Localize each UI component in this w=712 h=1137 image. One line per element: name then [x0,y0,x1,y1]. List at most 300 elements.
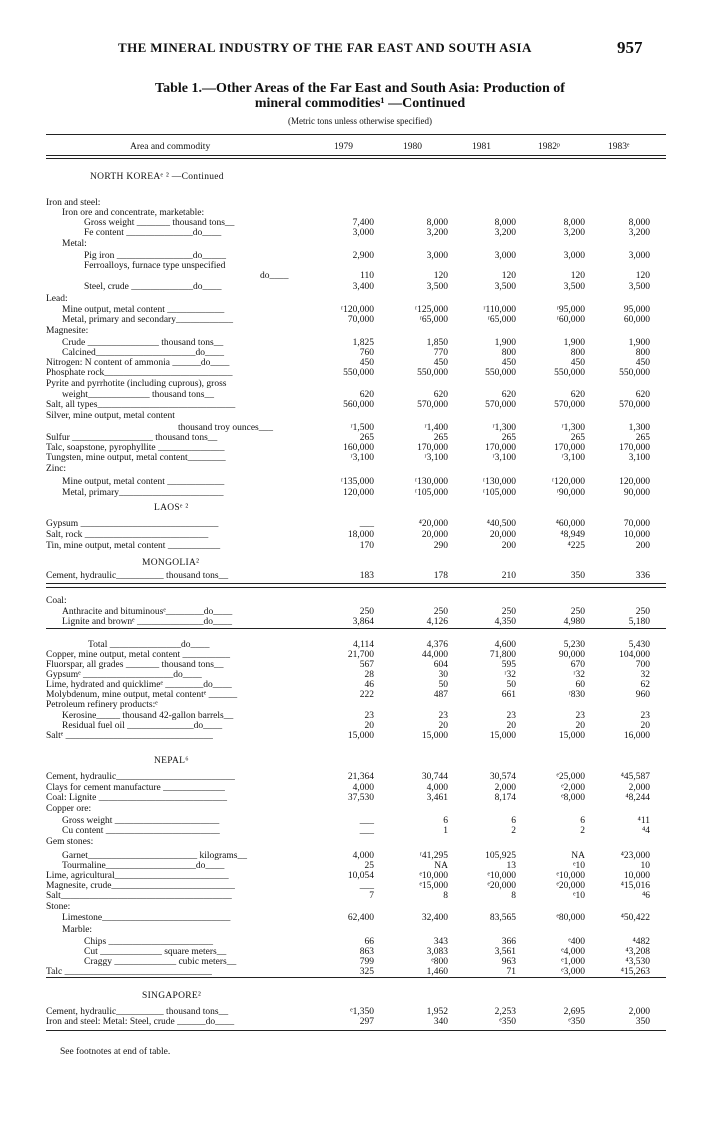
value-cell: 3,200 [494,228,516,238]
value-cell: 450 [501,358,516,368]
value-cell: 6 [511,816,516,826]
table-row [0,338,712,348]
value-cell: ʳ1,500 [350,423,374,433]
section-heading: MONGOLIA² [142,558,200,568]
table-row [0,453,712,463]
value-cell: ⁴8,949 [560,530,585,540]
value-cell: 62 [640,680,650,690]
value-cell: ʳ135,000 [341,477,374,487]
row-label: Gypsumᵉ ___________________do____ [46,670,202,680]
value-cell: 66 [364,937,374,947]
table-row [0,617,712,627]
value-cell: 560,000 [343,400,374,410]
table-row [0,433,712,443]
table-row [0,650,712,660]
value-cell: 20,000 [489,530,516,540]
table-row [0,947,712,957]
value-cell: 3,100 [628,453,650,463]
value-cell: 8,174 [494,793,516,803]
value-cell: 10,054 [347,871,374,881]
value-cell: ʳ3,100 [424,453,448,463]
value-cell: 23 [364,711,374,721]
value-cell: 450 [359,358,374,368]
value-cell: 1,900 [563,338,585,348]
value-cell: 37,530 [347,793,374,803]
value-cell: 20 [438,721,448,731]
value-cell: 604 [433,660,448,670]
value-cell: 250 [635,607,650,617]
row-label: Fe content ______________do____ [84,228,222,238]
value-cell: ᵉ800 [431,957,448,967]
value-cell: ʳ130,000 [415,477,448,487]
value-cell: 350 [635,1017,650,1027]
value-cell: 21,700 [347,650,374,660]
value-cell: ʳ120,000 [552,477,585,487]
value-cell: 170,000 [619,443,650,453]
value-cell: ʳ125,000 [415,305,448,315]
column-header-1981: 1981 [472,142,491,152]
value-cell: ⁴45,587 [620,772,650,782]
row-label: Copper, mine output, metal content __________ [46,650,231,660]
value-cell: 23 [506,711,516,721]
value-cell: 8 [443,891,448,901]
value-cell: 4,980 [563,617,585,627]
row-label: Limestone___________________________ [62,913,231,923]
row-label: Kerosine_____ thousand 42-gallon barrels__ [62,711,234,721]
value-cell: 8,000 [426,218,448,228]
table-row [0,571,712,581]
value-cell: 183 [359,571,374,581]
table-title-line-2: mineral commodities¹ —Continued [254,96,466,111]
value-cell: ___ [359,826,374,836]
value-cell: ʳ60,000 [556,315,585,325]
value-cell: ⁴3,530 [625,957,650,967]
value-cell: 265 [501,433,516,443]
value-cell: 71 [506,967,516,977]
table-row [0,680,712,690]
row-label: Petroleum refinery products:ᵉ [46,700,158,710]
table-row [0,783,712,793]
table-row [0,208,712,218]
table-row [0,305,712,315]
value-cell: 595 [501,660,516,670]
table-row [0,282,712,292]
value-cell: 7,400 [352,218,374,228]
table-rule [46,158,666,159]
value-cell: 550,000 [485,368,516,378]
row-label: Mine output, metal content ____________ [62,477,225,487]
value-cell: 1 [443,826,448,836]
table-row [0,607,712,617]
row-label: Iron and steel: Metal: Steel, crude ______do____ [46,1017,235,1027]
value-cell: ⁴225 [567,541,585,551]
table-row [0,348,712,358]
value-cell: 343 [433,937,448,947]
table-row [0,198,712,208]
row-label: Marble: [62,925,93,935]
table-row [0,358,712,368]
value-cell: 23 [438,711,448,721]
value-cell: 336 [635,571,650,581]
row-label: Steel, crude _____________do____ [84,282,222,292]
value-cell: 46 [364,680,374,690]
row-label: Gross weight _______ thousand tons__ [84,218,235,228]
value-cell: 20 [575,721,585,731]
row-label: Pyrite and pyrrhotite (including cuprous), gross [46,379,227,389]
value-cell: 71,800 [489,650,516,660]
section-heading: SINGAPORE² [142,991,202,1001]
value-cell: ⁴50,422 [620,913,650,923]
value-cell: 4,000 [352,851,374,861]
value-cell: ʳ32 [573,670,585,680]
table-row [0,851,712,861]
value-cell: 800 [570,348,585,358]
value-cell: 15,000 [558,731,585,741]
value-cell: ___ [359,816,374,826]
value-cell: 1,825 [352,338,374,348]
value-cell: 50 [438,680,448,690]
table-row [0,670,712,680]
value-cell: ᵉ10,000 [419,871,448,881]
value-cell: 3,500 [628,282,650,292]
table-row [0,218,712,228]
row-label: Nitrogen: N content of ammonia ______do____ [46,358,230,368]
value-cell: 13 [506,861,516,871]
value-cell: 550,000 [343,368,374,378]
value-cell: ᵉ20,000 [487,881,516,891]
row-label: Talc, soapstone, pyrophyllite ______________ [46,443,225,453]
table-rule [46,583,666,584]
value-cell: 770 [433,348,448,358]
value-cell: 210 [501,571,516,581]
value-cell: ʳ105,000 [415,488,448,498]
table-row [0,326,712,336]
value-cell: 120 [433,271,448,281]
table-title-line-1: Table 1.—Other Areas of the Far East and South Asia: Production of [155,81,565,96]
value-cell: 450 [635,358,650,368]
value-cell: ʳ105,000 [483,488,516,498]
value-cell: 30,744 [421,772,448,782]
section-heading: LAOSᵉ ² [154,503,189,513]
value-cell: 1,460 [426,967,448,977]
value-cell: 20 [506,721,516,731]
table-row [0,228,712,238]
value-cell: 62,400 [347,913,374,923]
value-cell: 799 [359,957,374,967]
table-row [0,261,712,271]
value-cell: 3,864 [352,617,374,627]
value-cell: 110 [360,271,374,281]
value-cell: ʳ3,100 [350,453,374,463]
section-heading: NEPAL⁶ [154,756,189,766]
value-cell: 8,000 [628,218,650,228]
table-row [0,891,712,901]
table-row [0,294,712,304]
row-label: Cement, hydraulic__________ thousand tons__ [46,571,229,581]
value-cell: 250 [433,607,448,617]
value-cell: 4,600 [494,640,516,650]
row-label: Tungsten, mine output, metal content________ [46,453,226,463]
table-row [0,871,712,881]
row-label: Garnet_______________________ kilograms__ [62,851,247,861]
value-cell: 60 [575,680,585,690]
table-row [0,541,712,551]
value-cell: ᵉ10 [573,891,585,901]
row-label: Magnesite: [46,326,89,336]
table-row [0,1007,712,1017]
value-cell: ᵉ350 [568,1017,585,1027]
value-cell: 760 [359,348,374,358]
value-cell: 250 [359,607,374,617]
row-label: Lignite and brownᵉ ______________do____ [62,617,232,627]
footnote-reference: See footnotes at end of table. [60,1047,171,1057]
table-row [0,967,712,977]
value-cell: 3,500 [563,282,585,292]
value-cell: 170,000 [485,443,516,453]
value-cell: ᵉ2,000 [561,783,585,793]
value-cell: 120 [570,271,585,281]
value-cell: 265 [359,433,374,443]
value-cell: 265 [433,433,448,443]
value-cell: 620 [501,390,516,400]
value-cell: 350 [570,571,585,581]
row-label: Metal, primary and secondary____________ [62,315,233,325]
value-cell: 15,000 [347,731,374,741]
value-cell: ᵉ400 [568,937,585,947]
row-label: Mine output, metal content ____________ [62,305,225,315]
table-row [0,925,712,935]
value-cell: 28 [364,670,374,680]
row-label: Cement, hydraulic__________ thousand tons__ [46,1007,229,1017]
value-cell: ᵉ20,000 [556,881,585,891]
value-cell: 661 [501,690,516,700]
value-cell: 620 [359,390,374,400]
column-header-1983: 1983ᵉ [608,142,630,152]
value-cell: 265 [635,433,650,443]
value-cell: 18,000 [347,530,374,540]
value-cell: 1,900 [628,338,650,348]
value-cell: 620 [433,390,448,400]
table-row [0,690,712,700]
table-row [0,411,712,421]
value-cell: 16,000 [623,731,650,741]
value-cell: 3,200 [563,228,585,238]
running-title: THE MINERAL INDUSTRY OF THE FAR EAST AND SOUTH ASIA [118,40,532,55]
value-cell: 297 [359,1017,374,1027]
value-cell: 44,000 [421,650,448,660]
row-label: Ferroalloys, furnace type unspecified [84,261,226,271]
value-cell: 3,500 [426,282,448,292]
row-label: Salt____________________________________ [46,891,232,901]
table-row [0,837,712,847]
value-cell: 567 [359,660,374,670]
value-cell: ⁴15,016 [620,881,650,891]
value-cell: 2,000 [494,783,516,793]
value-cell: 700 [635,660,650,670]
value-cell: 863 [359,947,374,957]
row-label: Gem stones: [46,837,94,847]
value-cell: ᵉ80,000 [556,913,585,923]
value-cell: ʳ41,295 [419,851,448,861]
row-label: Coal: Lignite ___________________________ [46,793,228,803]
row-label: Zinc: [46,464,67,474]
value-cell: 20 [364,721,374,731]
table-row [0,390,712,400]
table-row [0,793,712,803]
value-cell: 1,900 [494,338,516,348]
value-cell: 8,000 [563,218,585,228]
value-cell: 10 [640,861,650,871]
value-cell: 5,230 [563,640,585,650]
value-cell: 95,000 [623,305,650,315]
value-cell: 450 [433,358,448,368]
value-cell: 20,000 [421,530,448,540]
value-cell: 3,400 [352,282,374,292]
value-cell: 3,000 [494,251,516,261]
value-cell: 8,000 [494,218,516,228]
row-label: Phosphate rock___________________________ [46,368,233,378]
row-label: Magnesite, crude__________________________ [46,881,235,891]
row-label: Anthracite and bituminousᵉ________do____ [62,607,233,617]
value-cell: ___ [359,881,374,891]
table-row [0,937,712,947]
value-cell: ʳ65,000 [419,315,448,325]
value-cell: 2,000 [628,783,650,793]
row-label: Metal: [62,239,87,249]
table-rule [46,628,666,629]
value-cell: ᵉ1,350 [350,1007,374,1017]
value-cell: ᵉ15,000 [419,881,448,891]
value-cell: ⁴3,208 [625,947,650,957]
row-label: Gross weight ______________________ [62,816,220,826]
value-cell: 10,000 [623,871,650,881]
row-label: Gypsum _____________________________ [46,519,219,529]
table-row [0,530,712,540]
value-cell: 1,850 [426,338,448,348]
value-cell: ʳ1,300 [561,423,585,433]
table-row [0,477,712,487]
value-cell: 620 [570,390,585,400]
value-cell: 670 [570,660,585,670]
row-label: Iron ore and concentrate, marketable: [62,208,205,218]
value-cell: 23 [575,711,585,721]
value-cell: ᵉ3,000 [561,967,585,977]
row-label: thousand troy ounces___ [178,423,273,433]
row-label: weight_____________ thousand tons__ [62,390,214,400]
value-cell: 2 [511,826,516,836]
value-cell: 550,000 [554,368,585,378]
value-cell: 340 [433,1017,448,1027]
value-cell: 3,561 [494,947,516,957]
value-cell: ʳ90,000 [556,488,585,498]
value-cell: 50 [506,680,516,690]
column-header-1979: 1979 [334,142,353,152]
table-row [0,596,712,606]
value-cell: 170 [359,541,374,551]
row-label: Tourmaline___________________do____ [62,861,225,871]
table-row [0,881,712,891]
table-rule [46,1030,666,1031]
value-cell: 250 [570,607,585,617]
table-rule [46,134,666,135]
value-cell: 222 [359,690,374,700]
value-cell: 366 [501,937,516,947]
value-cell: 550,000 [619,368,650,378]
value-cell: 4,350 [494,617,516,627]
column-header-area-and-commodity: Area and commodity [130,142,211,152]
value-cell: ⁴6 [641,891,650,901]
row-label: Copper ore: [46,804,92,814]
row-label: Craggy _____________ cubic meters__ [84,957,237,967]
value-cell: 160,000 [343,443,374,453]
value-cell: ʳ32 [504,670,516,680]
value-cell: 120,000 [343,488,374,498]
row-label: Chips ______________________ [84,937,214,947]
value-cell: 960 [635,690,650,700]
value-cell: 30 [438,670,448,680]
column-header-1980: 1980 [403,142,422,152]
row-label: Residual fuel oil ______________do____ [62,721,223,731]
table-rule [46,155,666,156]
value-cell: ʳ3,100 [492,453,516,463]
row-label: Clays for cement manufacture _____________ [46,783,225,793]
value-cell: 325 [359,967,374,977]
table-row [0,640,712,650]
value-cell: 15,000 [421,731,448,741]
value-cell: 620 [635,390,650,400]
table-row [0,239,712,249]
value-cell: ⁴60,000 [555,519,585,529]
value-cell: 70,000 [623,519,650,529]
table-row [0,379,712,389]
value-cell: 104,000 [619,650,650,660]
value-cell: ⁴11 [637,816,650,826]
value-cell: NA [434,861,448,871]
value-cell: ʳ120,000 [341,305,374,315]
value-cell: 550,000 [417,368,448,378]
row-label: Talc _______________________________ [46,967,212,977]
row-label: do____ [260,271,289,281]
table-row [0,423,712,433]
value-cell: 105,925 [485,851,516,861]
value-cell: ʳ130,000 [483,477,516,487]
value-cell: ᵉ25,000 [556,772,585,782]
row-label: Lead: [46,294,68,304]
value-cell: 4,000 [426,783,448,793]
value-cell: 800 [501,348,516,358]
table-row [0,772,712,782]
table-row [0,368,712,378]
row-label: Silver, mine output, metal content [46,411,175,421]
value-cell: 32 [640,670,650,680]
value-cell: 3,000 [426,251,448,261]
value-cell: 265 [570,433,585,443]
row-label: Pig iron ________________do_____ [84,251,226,261]
value-cell: 8 [511,891,516,901]
row-label: Lime, agricultural________________________ [46,871,229,881]
row-label: Iron and steel: [46,198,101,208]
value-cell: 25 [364,861,374,871]
value-cell: 800 [635,348,650,358]
value-cell: 4,000 [352,783,374,793]
value-cell: 170,000 [554,443,585,453]
value-cell: 6 [443,816,448,826]
value-cell: ᵉ10,000 [556,871,585,881]
table-row [0,731,712,741]
value-cell: 3,083 [426,947,448,957]
page-number: 957 [617,38,643,57]
value-cell: 2,253 [494,1007,516,1017]
